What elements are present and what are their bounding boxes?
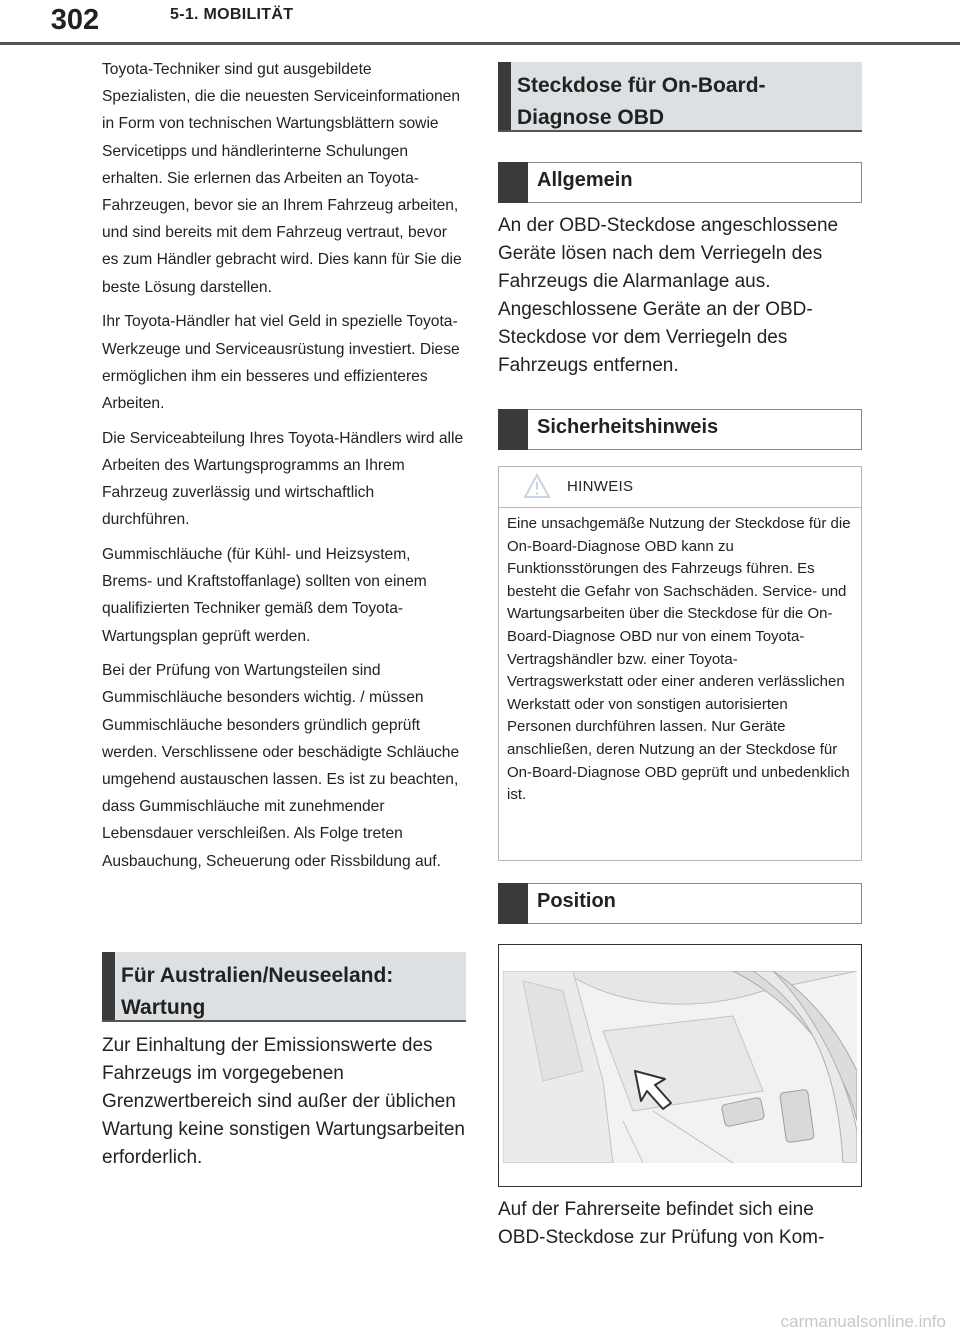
section-heading-australia — [102, 952, 466, 1022]
section-title: Für Australien/Neuseeland: Wartung — [121, 964, 394, 1019]
paragraph: Toyota-Techniker sind gut ausgebildete Spezialisten, die die neuesten Serviceinformationen in Form von technischen Wartungsblättern sowie Servicetipps und händlerinterne Schulungen erhalten. Sie erlernen das Arbeiten an Toyota-Fahrzeugen, bevor sie an Ihrem Fahrzeug arbeiten, und sind bereits mit dem Fahrzeug vertraut, bevor es zum Händler gebracht wird. Dies kann für Sie die beste Lösung darstellen. — [102, 61, 462, 296]
paragraph: Ihr Toyota-Händler hat viel Geld in spezielle Toyota-Werkzeuge und Serviceausrüstung investiert. Diese ermöglichen ihm ein besseres und effizienteres Arbeiten. — [102, 313, 460, 412]
paragraph: Die Serviceabteilung Ihres Toyota-Händlers wird alle Arbeiten des Wartungsprogramms an Ihrem Fahrzeug zuverlässig und wirtschaftlich durchführen. — [102, 429, 464, 529]
maintenance-text: Zur Einhaltung der Emissionswerte des Fahrzeugs im vorgegebenen Grenzwertbereich sind außer der üblichen Wartung keine sonstigen Wartungsarbeiten erforderlich. — [102, 1035, 465, 1168]
section-title: Steckdose für On-Board-Diagnose OBD — [517, 74, 766, 129]
paragraph: Gummischläuche (für Kühl- und Heizsystem, Brems- und Kraftstoffanlage) sollten von einem qualifizierten Techniker gemäß dem Toyota-Wartungsplan geprüft werden. — [102, 545, 427, 645]
header-rule — [0, 42, 960, 45]
subheading-marker — [498, 883, 528, 924]
subheading-title: Sicherheitshinweis — [537, 416, 719, 438]
subheading-sicherheitshinweis — [498, 409, 862, 450]
subheading-title: Position — [537, 890, 616, 912]
chapter-title: 5-1. MOBILITÄT — [170, 6, 294, 23]
general-text: An der OBD-Steckdose angeschlossene Geräte lösen nach dem Verriegeln des Fahrzeugs die Alarmanlage aus. Angeschlossene Geräte an der OBD-Steckdose vor dem Verriegeln des Fahrzeugs entfernen. — [498, 215, 839, 376]
obd-position-figure — [498, 944, 862, 1187]
notice-header — [499, 467, 861, 508]
position-text: Auf der Fahrerseite befindet sich eine OBD-Steckdose zur Prüfung von Kom- — [498, 1199, 825, 1248]
notice-box — [498, 466, 862, 861]
section-heading-obd — [498, 62, 862, 132]
notice-title: HINWEIS — [567, 478, 634, 495]
notice-text: Eine unsachgemäße Nutzung der Steckdose für die On-Board-Diagnose OBD kann zu Funktionsstörungen des Fahrzeugs führen. Es besteht die Gefahr von Sachschäden. Service- und Wartungsarbeiten über die Steckdose für die On-Board-Diagnose OBD nur von einem Toyota-Vertragshändler bzw. einer Toyota-Vertragswerkstatt oder einer anderen verlässlichen Werkstatt oder von sonstigen autorisierten Personen durchführen lassen. Nur Geräte anschließen, deren Nutzung an der Steckdose für On-Board-Diagnose OBD geprüft und unbedenklich ist. — [507, 515, 851, 804]
subheading-marker — [498, 409, 528, 450]
paragraph: Bei der Prüfung von Wartungsteilen sind Gummischläuche besonders wichtig. / müssen Gummischläuche besonders gründlich geprüft werden. Verschlissene oder beschädigte Schläuche umgehend austauschen lassen. Es ist zu beachten, dass Gummischläuche mit zunehmender Lebensdauer verschleißen. Als Folge treten Ausbauchung, Scheuerung oder Rissbildung auf. — [102, 662, 460, 870]
section-marker — [498, 62, 511, 130]
subheading-position — [498, 883, 862, 924]
page-number: 302 — [50, 4, 100, 36]
subheading-title: Allgemein — [537, 169, 633, 191]
section-marker — [102, 952, 115, 1020]
warning-triangle-icon — [523, 473, 551, 499]
left-column-text — [102, 56, 464, 882]
footwell-illustration — [503, 971, 857, 1163]
page-header — [0, 0, 960, 46]
subheading-marker — [498, 162, 528, 203]
subheading-allgemein — [498, 162, 862, 203]
footer-watermark: carmanualsonline.info — [780, 1312, 946, 1331]
